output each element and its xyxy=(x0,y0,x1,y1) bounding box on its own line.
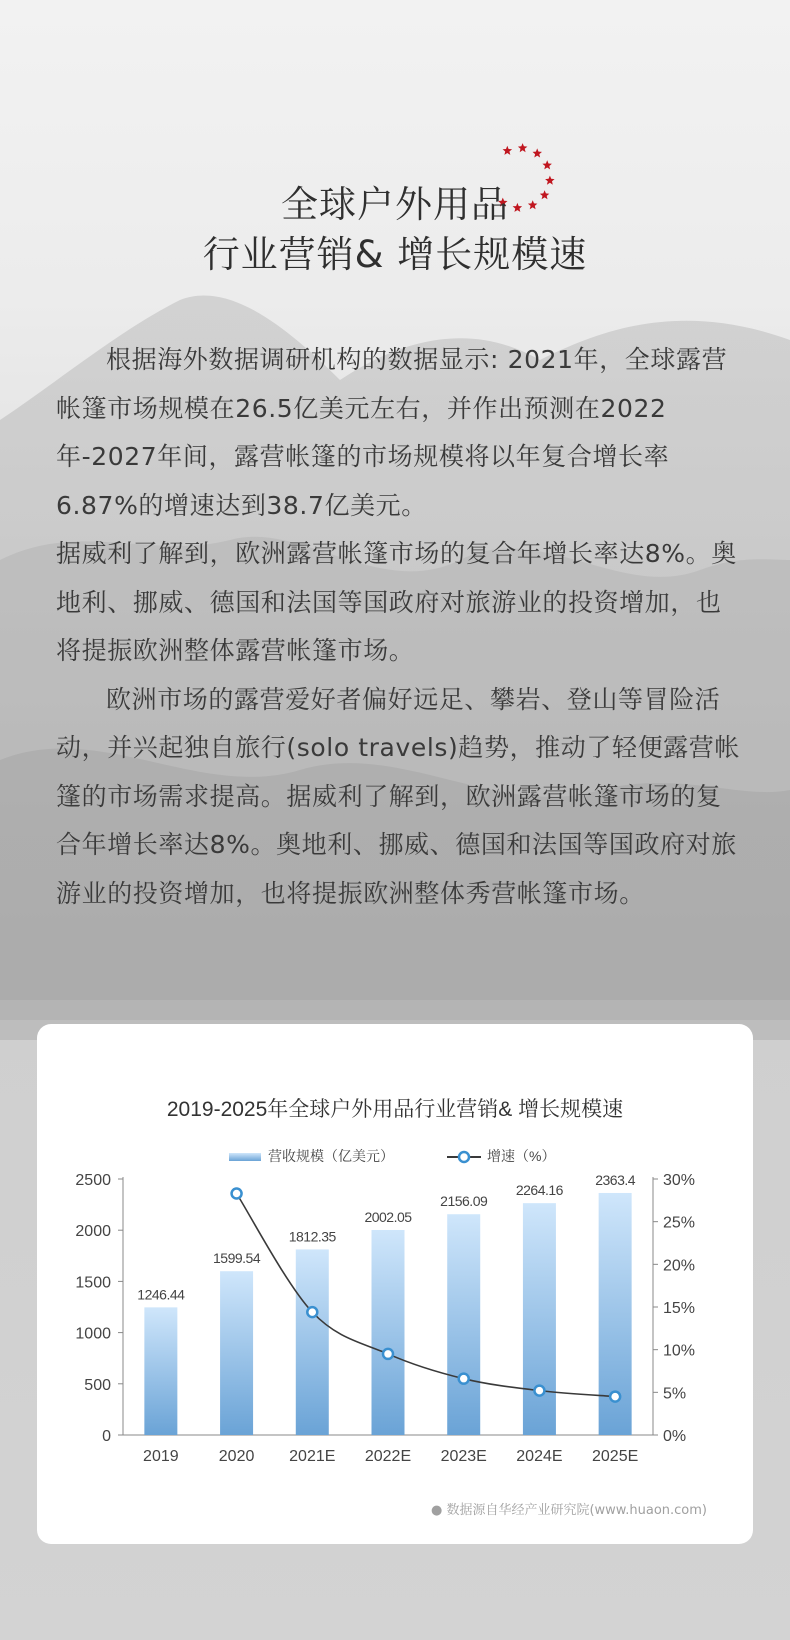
star-icon xyxy=(518,143,528,152)
bar xyxy=(523,1203,556,1435)
growth-point xyxy=(534,1386,544,1396)
chart-title: 2019-2025年全球户外用品行业营销& 增长规模速 xyxy=(166,1098,624,1121)
bar-value-label: 2363.4 xyxy=(595,1171,636,1188)
growth-point xyxy=(610,1392,620,1402)
y-left-tick-label: 1000 xyxy=(75,1325,111,1343)
legend-bar-label: 营收规模（亿美元） xyxy=(268,1148,394,1164)
y-left-tick-label: 500 xyxy=(84,1376,111,1394)
bar-value-label: 1599.54 xyxy=(213,1250,261,1267)
paragraph-2: 据威利了解到，欧洲露营帐篷市场的复合年增长率达8%。奥地利、挪威、德国和法国等国政府对旅游业的投资增加，也将提振欧洲整体露营帐篷市场。 xyxy=(56,539,737,665)
bar xyxy=(447,1214,480,1435)
body-text xyxy=(56,336,746,918)
bar-value-label: 2264.16 xyxy=(515,1182,563,1199)
x-tick-label: 2022E xyxy=(364,1448,412,1465)
star-icon xyxy=(503,146,512,155)
page-title xyxy=(0,180,790,280)
y-right-tick-label: 15% xyxy=(663,1300,696,1317)
bar xyxy=(296,1249,329,1435)
bar xyxy=(372,1230,405,1435)
title-line-1: 全球户外用品 xyxy=(281,183,509,226)
legend-line-marker xyxy=(459,1152,469,1162)
growth-point xyxy=(232,1189,242,1199)
y-right-tick-label: 10% xyxy=(663,1342,696,1360)
y-right-tick-label: 25% xyxy=(663,1214,696,1232)
bar-value-label: 1812.35 xyxy=(288,1228,336,1245)
legend-bar-swatch xyxy=(229,1153,261,1161)
chart-card xyxy=(37,1024,753,1544)
paragraph-1: 根据海外数据调研机构的数据显示: 2021年，全球露营帐篷市场规模在26.5亿美元左右，并作出预测在2022年-2027年间，露营帐篷的市场规模将以年复合增长率6.87%的增速达到38.7亿美元。 xyxy=(56,345,728,520)
y-left-tick-label: 1500 xyxy=(75,1274,111,1292)
y-right-tick-label: 30% xyxy=(663,1172,696,1189)
bar xyxy=(144,1307,177,1435)
bar xyxy=(220,1271,253,1435)
y-right-tick-label: 0% xyxy=(663,1428,687,1445)
x-tick-label: 2021E xyxy=(289,1448,336,1465)
y-left-tick-label: 0 xyxy=(102,1428,111,1445)
chart xyxy=(37,1024,753,1544)
source-note: ● 数据源自华经产业研究院(www.huaon.com) xyxy=(431,1503,707,1518)
growth-point xyxy=(459,1374,469,1384)
legend-line-label: 增速（%） xyxy=(487,1148,556,1164)
y-right-tick-label: 5% xyxy=(663,1385,687,1403)
bar-value-label: 1246.44 xyxy=(137,1286,185,1303)
y-right-tick-label: 20% xyxy=(663,1257,696,1275)
title-line-2: 行业营销& 增长规模速 xyxy=(202,233,588,276)
star-icon xyxy=(533,148,543,157)
x-tick-label: 2019 xyxy=(143,1448,179,1465)
bar-value-label: 2156.09 xyxy=(440,1193,488,1210)
growth-line xyxy=(237,1194,616,1397)
growth-point xyxy=(307,1307,317,1317)
x-tick-label: 2024E xyxy=(516,1448,563,1465)
bar-value-label: 2002.05 xyxy=(364,1208,412,1225)
x-tick-label: 2023E xyxy=(440,1448,487,1465)
y-left-tick-label: 2500 xyxy=(75,1172,111,1189)
paragraph-3: 欧洲市场的露营爱好者偏好远足、攀岩、登山等冒险活动，并兴起独自旅行(solo travels)趋势，推动了轻便露营帐篷的市场需求提高。据威利了解到，欧洲露营帐篷市场的复合年增长率达8%。奥地利、挪威、德国和法国等国政府对旅游业的投资增加，也将提振欧洲整体秀营帐篷市场。 xyxy=(56,684,740,908)
star-icon xyxy=(542,160,552,169)
x-tick-label: 2025E xyxy=(592,1448,639,1465)
y-left-tick-label: 2000 xyxy=(75,1223,111,1241)
x-tick-label: 2020 xyxy=(218,1448,255,1465)
growth-point xyxy=(383,1349,393,1359)
